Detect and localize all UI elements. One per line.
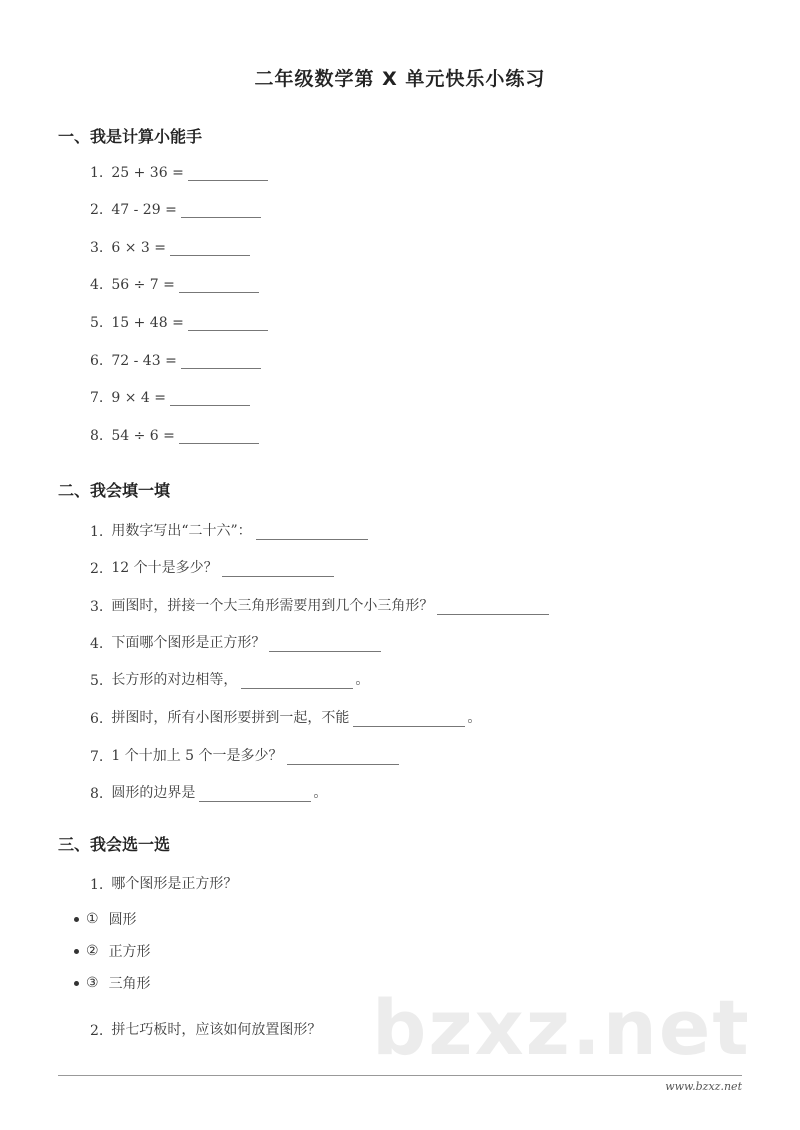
calc-question-3 — [90, 240, 250, 256]
question-text: 长方形的对边相等， — [111, 672, 238, 688]
question-number: 7. — [90, 390, 104, 406]
question-text: 拼七巧板时，应该如何放置图形？ — [111, 1022, 322, 1038]
bullet-icon — [74, 981, 79, 986]
question-text: 56 ÷ 7 = — [111, 277, 175, 293]
answer-blank[interactable] — [437, 600, 549, 615]
option-label: 正方形 — [108, 944, 151, 960]
question-number: 6. — [90, 711, 104, 727]
question-number: 8. — [90, 428, 104, 444]
question-text: 47 - 29 = — [111, 202, 177, 218]
choice-option-1[interactable] — [74, 909, 137, 929]
fill-question-8 — [90, 782, 327, 802]
answer-blank[interactable] — [269, 637, 381, 652]
answer-blank[interactable] — [287, 750, 399, 765]
question-number: 1. — [90, 877, 104, 893]
calc-question-2 — [90, 202, 261, 218]
choice-question-2 — [90, 1019, 321, 1039]
answer-blank[interactable] — [170, 391, 250, 406]
question-number: 3. — [90, 240, 104, 256]
question-number: 2. — [90, 1023, 104, 1039]
question-text: 圆形的边界是 — [111, 785, 196, 801]
choice-option-3[interactable] — [74, 973, 151, 993]
question-text: 25 + 36 = — [111, 165, 184, 181]
page-title: 二年级数学第 X 单元快乐小练习 — [254, 68, 546, 90]
question-number: 7. — [90, 749, 104, 765]
fill-question-3 — [90, 595, 549, 615]
footer-divider — [58, 1075, 742, 1076]
question-number: 6. — [90, 353, 104, 369]
section-heading-calculation: 一、我是计算小能手 — [58, 127, 203, 146]
option-mark: ③ — [86, 975, 99, 991]
section-heading-fill-in: 二、我会填一填 — [58, 481, 171, 500]
bullet-icon — [74, 949, 79, 954]
question-text: 6 × 3 = — [111, 240, 166, 256]
fill-question-4 — [90, 632, 381, 652]
answer-blank[interactable] — [353, 712, 465, 727]
question-tail: 。 — [313, 785, 328, 801]
question-number: 2. — [90, 561, 104, 577]
answer-blank[interactable] — [241, 674, 353, 689]
watermark: bzxz.net — [372, 983, 751, 1072]
question-number: 4. — [90, 277, 104, 293]
calc-question-7 — [90, 390, 250, 406]
question-text: 54 ÷ 6 = — [111, 428, 175, 444]
calc-question-8 — [90, 428, 259, 444]
fill-question-7 — [90, 745, 399, 765]
choice-question-1 — [90, 873, 237, 893]
fill-question-2 — [90, 557, 334, 577]
question-number: 1. — [90, 165, 104, 181]
bullet-icon — [74, 917, 79, 922]
question-number: 5. — [90, 315, 104, 331]
question-text: 15 + 48 = — [111, 315, 184, 331]
section-heading-choice: 三、我会选一选 — [58, 835, 171, 854]
answer-blank[interactable] — [179, 429, 259, 444]
calc-question-4 — [90, 277, 259, 293]
footer-url: www.bzxz.net — [665, 1080, 742, 1093]
answer-blank[interactable] — [199, 787, 311, 802]
question-text: 1 个十加上 5 个一是多少？ — [111, 748, 283, 764]
question-text: 拼图时，所有小图形要拼到一起，不能 — [111, 710, 350, 726]
question-tail: 。 — [355, 672, 370, 688]
choice-option-2[interactable] — [74, 941, 151, 961]
question-number: 1. — [90, 524, 104, 540]
answer-blank[interactable] — [181, 203, 261, 218]
question-number: 3. — [90, 599, 104, 615]
question-text: 9 × 4 = — [111, 390, 166, 406]
fill-question-6 — [90, 707, 481, 727]
answer-blank[interactable] — [188, 316, 268, 331]
option-mark: ② — [86, 943, 99, 959]
option-label: 三角形 — [108, 976, 151, 992]
question-number: 8. — [90, 786, 104, 802]
question-text: 画图时，拼接一个大三角形需要用到几个小三角形？ — [111, 598, 434, 614]
answer-blank[interactable] — [181, 354, 261, 369]
fill-question-1 — [90, 520, 368, 540]
question-text: 下面哪个图形是正方形？ — [111, 635, 266, 651]
option-mark: ① — [86, 911, 99, 927]
option-label: 圆形 — [108, 912, 137, 928]
question-text: 哪个图形是正方形？ — [111, 876, 238, 892]
answer-blank[interactable] — [222, 562, 334, 577]
question-tail: 。 — [467, 710, 482, 726]
calc-question-5 — [90, 315, 268, 331]
question-number: 5. — [90, 673, 104, 689]
fill-question-5 — [90, 669, 369, 689]
calc-question-6 — [90, 353, 261, 369]
answer-blank[interactable] — [188, 166, 268, 181]
answer-blank[interactable] — [170, 241, 250, 256]
question-text: 72 - 43 = — [111, 353, 177, 369]
answer-blank[interactable] — [179, 278, 259, 293]
calc-question-1 — [90, 165, 268, 181]
question-number: 2. — [90, 202, 104, 218]
question-text: 用数字写出“二十六”： — [111, 523, 252, 539]
question-number: 4. — [90, 636, 104, 652]
question-text: 12 个十是多少？ — [111, 560, 218, 576]
answer-blank[interactable] — [256, 525, 368, 540]
